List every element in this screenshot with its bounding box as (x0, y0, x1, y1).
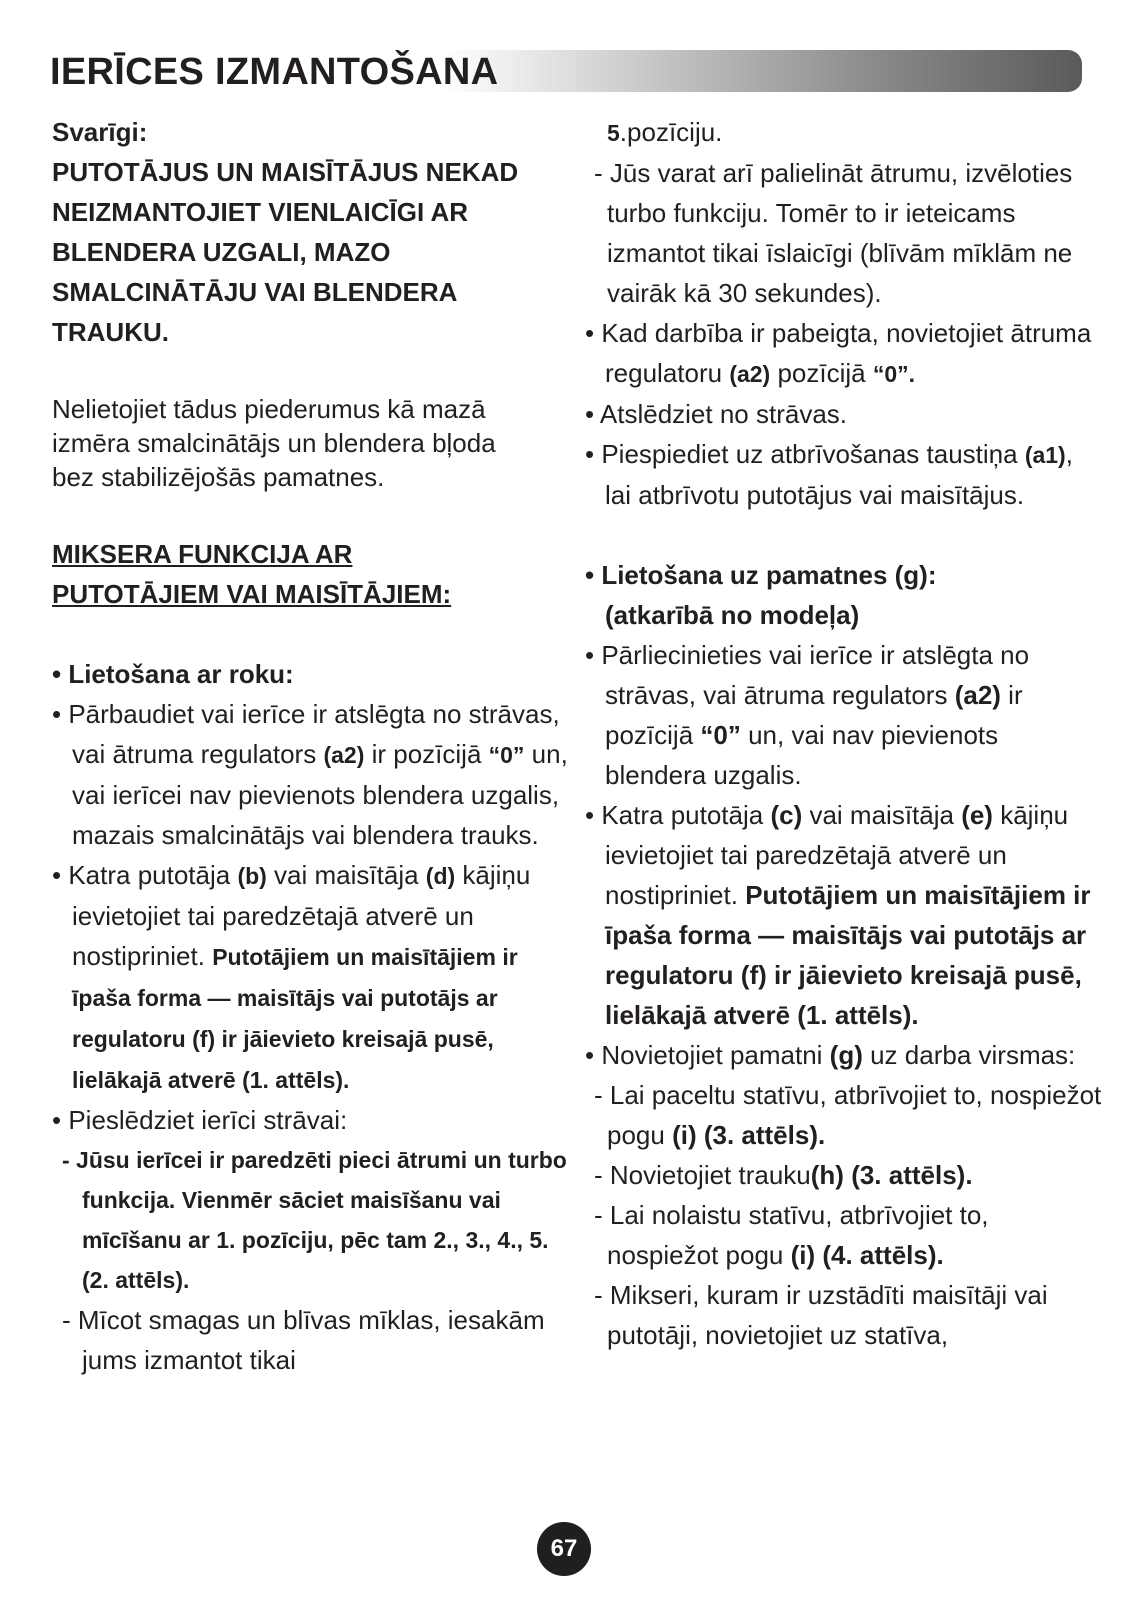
dash-place-bowl (585, 1155, 1105, 1195)
text: • Kad darbība ir pabeigta, novietojiet ātruma regulatoru (585, 318, 1092, 388)
bullet-place-base (585, 1035, 1105, 1075)
text: ir pozīcijā (364, 739, 489, 769)
text: • Pārliecinieties vai ierīce ir atslēgta no strāvas, vai ātruma regulators (585, 640, 1030, 710)
text: ir pozīcijā (605, 680, 1023, 750)
text: kājiņu ievietojiet tai paredzētajā atverē un nostipriniet. (605, 800, 1069, 910)
dash-lower-stand (585, 1195, 1105, 1275)
section-title-line-2: PUTOTĀJIEM VAI MAISĪTĀJIEM: (52, 579, 452, 609)
ref: (i) (4. attēls). (790, 1240, 944, 1270)
text: uz darba virsmas: (862, 1040, 1076, 1070)
dash-raise-stand (585, 1075, 1105, 1155)
text: vai maisītāja (802, 800, 962, 830)
hand-use-heading: • Lietošana ar roku: (52, 659, 294, 689)
text: • Katra putotāja (585, 800, 771, 830)
ref: “0” (488, 742, 525, 768)
dash-heavy-dough: - Mīcot smagas un blīvas mīklas, iesakām jums izmantot tikai (62, 1305, 545, 1375)
bullet-check-disconnected-base (585, 635, 1105, 795)
base-use-subheading: (atkarībā no modeļa) (605, 600, 860, 630)
text: - Novietojiet trauku (594, 1160, 811, 1190)
ref: (i) (3. attēls). (672, 1120, 826, 1150)
text: vai maisītāja (266, 860, 426, 890)
ref: (a2) (954, 680, 1001, 710)
text: .pozīciju. (619, 117, 723, 147)
ref: (h) (3. attēls). (810, 1160, 973, 1190)
ref: 5 (607, 120, 620, 146)
text: • Pārbaudiet vai ierīce ir atslēgta no strāvas, vai ātruma regulators (52, 699, 560, 769)
text: • Piespiediet uz atbrīvošanas taustiņa (585, 439, 1025, 469)
ref: (b) (237, 863, 267, 889)
ref: “0” (700, 720, 741, 750)
base-use-heading: • Lietošana uz pamatnes (g): (585, 560, 937, 590)
bullet-insert-beaters-base (585, 795, 1105, 1035)
text: pozīcijā (770, 358, 873, 388)
intro-paragraph: Nelietojiet tādus piederumus kā mazā izmēra smalcinātājs un blendera bļoda bez stabilizējošās pamatnes. (52, 394, 496, 492)
bullet-unplug: • Atslēdziet no strāvas. (585, 399, 848, 429)
bullet-set-zero (585, 313, 1105, 394)
text: - Lai paceltu statīvu, atbrīvojiet to, nospiežot pogu (594, 1080, 1102, 1150)
text: - Lai nolaistu statīvu, atbrīvojiet to, nospiežot pogu (594, 1200, 989, 1270)
ref: (c) (770, 800, 803, 830)
dash-speeds-info: - Jūsu ierīcei ir paredzēti pieci ātrumi un turbo funkcija. Vienmēr sāciet maisīšanu vai mīcīšanu ar 1. pozīciju, pēc tam 2., 3., 4., 5. (2. attēls). (62, 1147, 567, 1293)
beater-shape-note: Putotājiem un maisītājiem ir īpaša forma — maisītājs vai putotājs ar regulatoru (f) ir jāievieto kreisajā pusē, lielākajā atverē (1. attēls). (605, 880, 1091, 1030)
text: kājiņu ievietojiet tai paredzētajā atverē un nostipriniet. (72, 860, 531, 971)
text: • Katra putotāja (52, 860, 238, 890)
ref: (d) (425, 863, 456, 889)
ref: (a1) (1024, 442, 1066, 468)
continued-line (585, 112, 1105, 153)
ref: (e) (961, 800, 993, 830)
bullet-check-disconnected (52, 694, 572, 855)
bullet-insert-beaters (52, 855, 572, 1100)
ref: “0”. (872, 361, 916, 387)
text: , lai atbrīvotu putotājus vai maisītājus. (605, 439, 1073, 510)
dash-turbo: - Jūs varat arī palielināt ātrumu, izvēloties turbo funkciju. Tomēr to ir ieteicams izmantot tikai īslaicīgi (blīvām mīklām ne vairāk kā 30 sekundes). (594, 158, 1073, 308)
text: • Novietojiet pamatni (585, 1040, 830, 1070)
dash-place-mixer: - Mikseri, kuram ir uzstādīti maisītāji vai putotāji, novietojiet uz statīva, (594, 1280, 1048, 1350)
text: un, vai ierīcei nav pievienots blendera uzgalis, mazais smalcinātājs vai blendera trauks. (72, 739, 568, 850)
right-column (585, 112, 1105, 1355)
page-title: IERĪCES IZMANTOŠANA (50, 51, 499, 93)
important-warning: PUTOTĀJUS UN MAISĪTĀJUS NEKAD NEIZMANTOJIET VIENLAICĪGI AR BLENDERA UZGALI, MAZO SMALCINĀTĀJU VAI BLENDERA TRAUKU. (52, 157, 519, 347)
bullet-connect-power: • Pieslēdziet ierīci strāvai: (52, 1105, 348, 1135)
section-title-line-1: MIKSERA FUNKCIJA AR (52, 539, 353, 569)
important-label: Svarīgi: (52, 117, 148, 147)
page-number: 67 (537, 1522, 591, 1576)
bullet-release-button (585, 434, 1105, 515)
ref: (g) (829, 1040, 863, 1070)
text: un, vai nav pievienots blendera uzgalis. (605, 720, 999, 790)
ref: (a2) (323, 742, 365, 768)
left-column (52, 112, 572, 1380)
ref: (a2) (729, 361, 771, 387)
beater-shape-note: Putotājiem un maisītājiem ir īpaša forma — maisītājs vai putotājs ar regulatoru (f) ir jāievieto kreisajā pusē, lielākajā atverē (1. attēls). (72, 944, 518, 1093)
